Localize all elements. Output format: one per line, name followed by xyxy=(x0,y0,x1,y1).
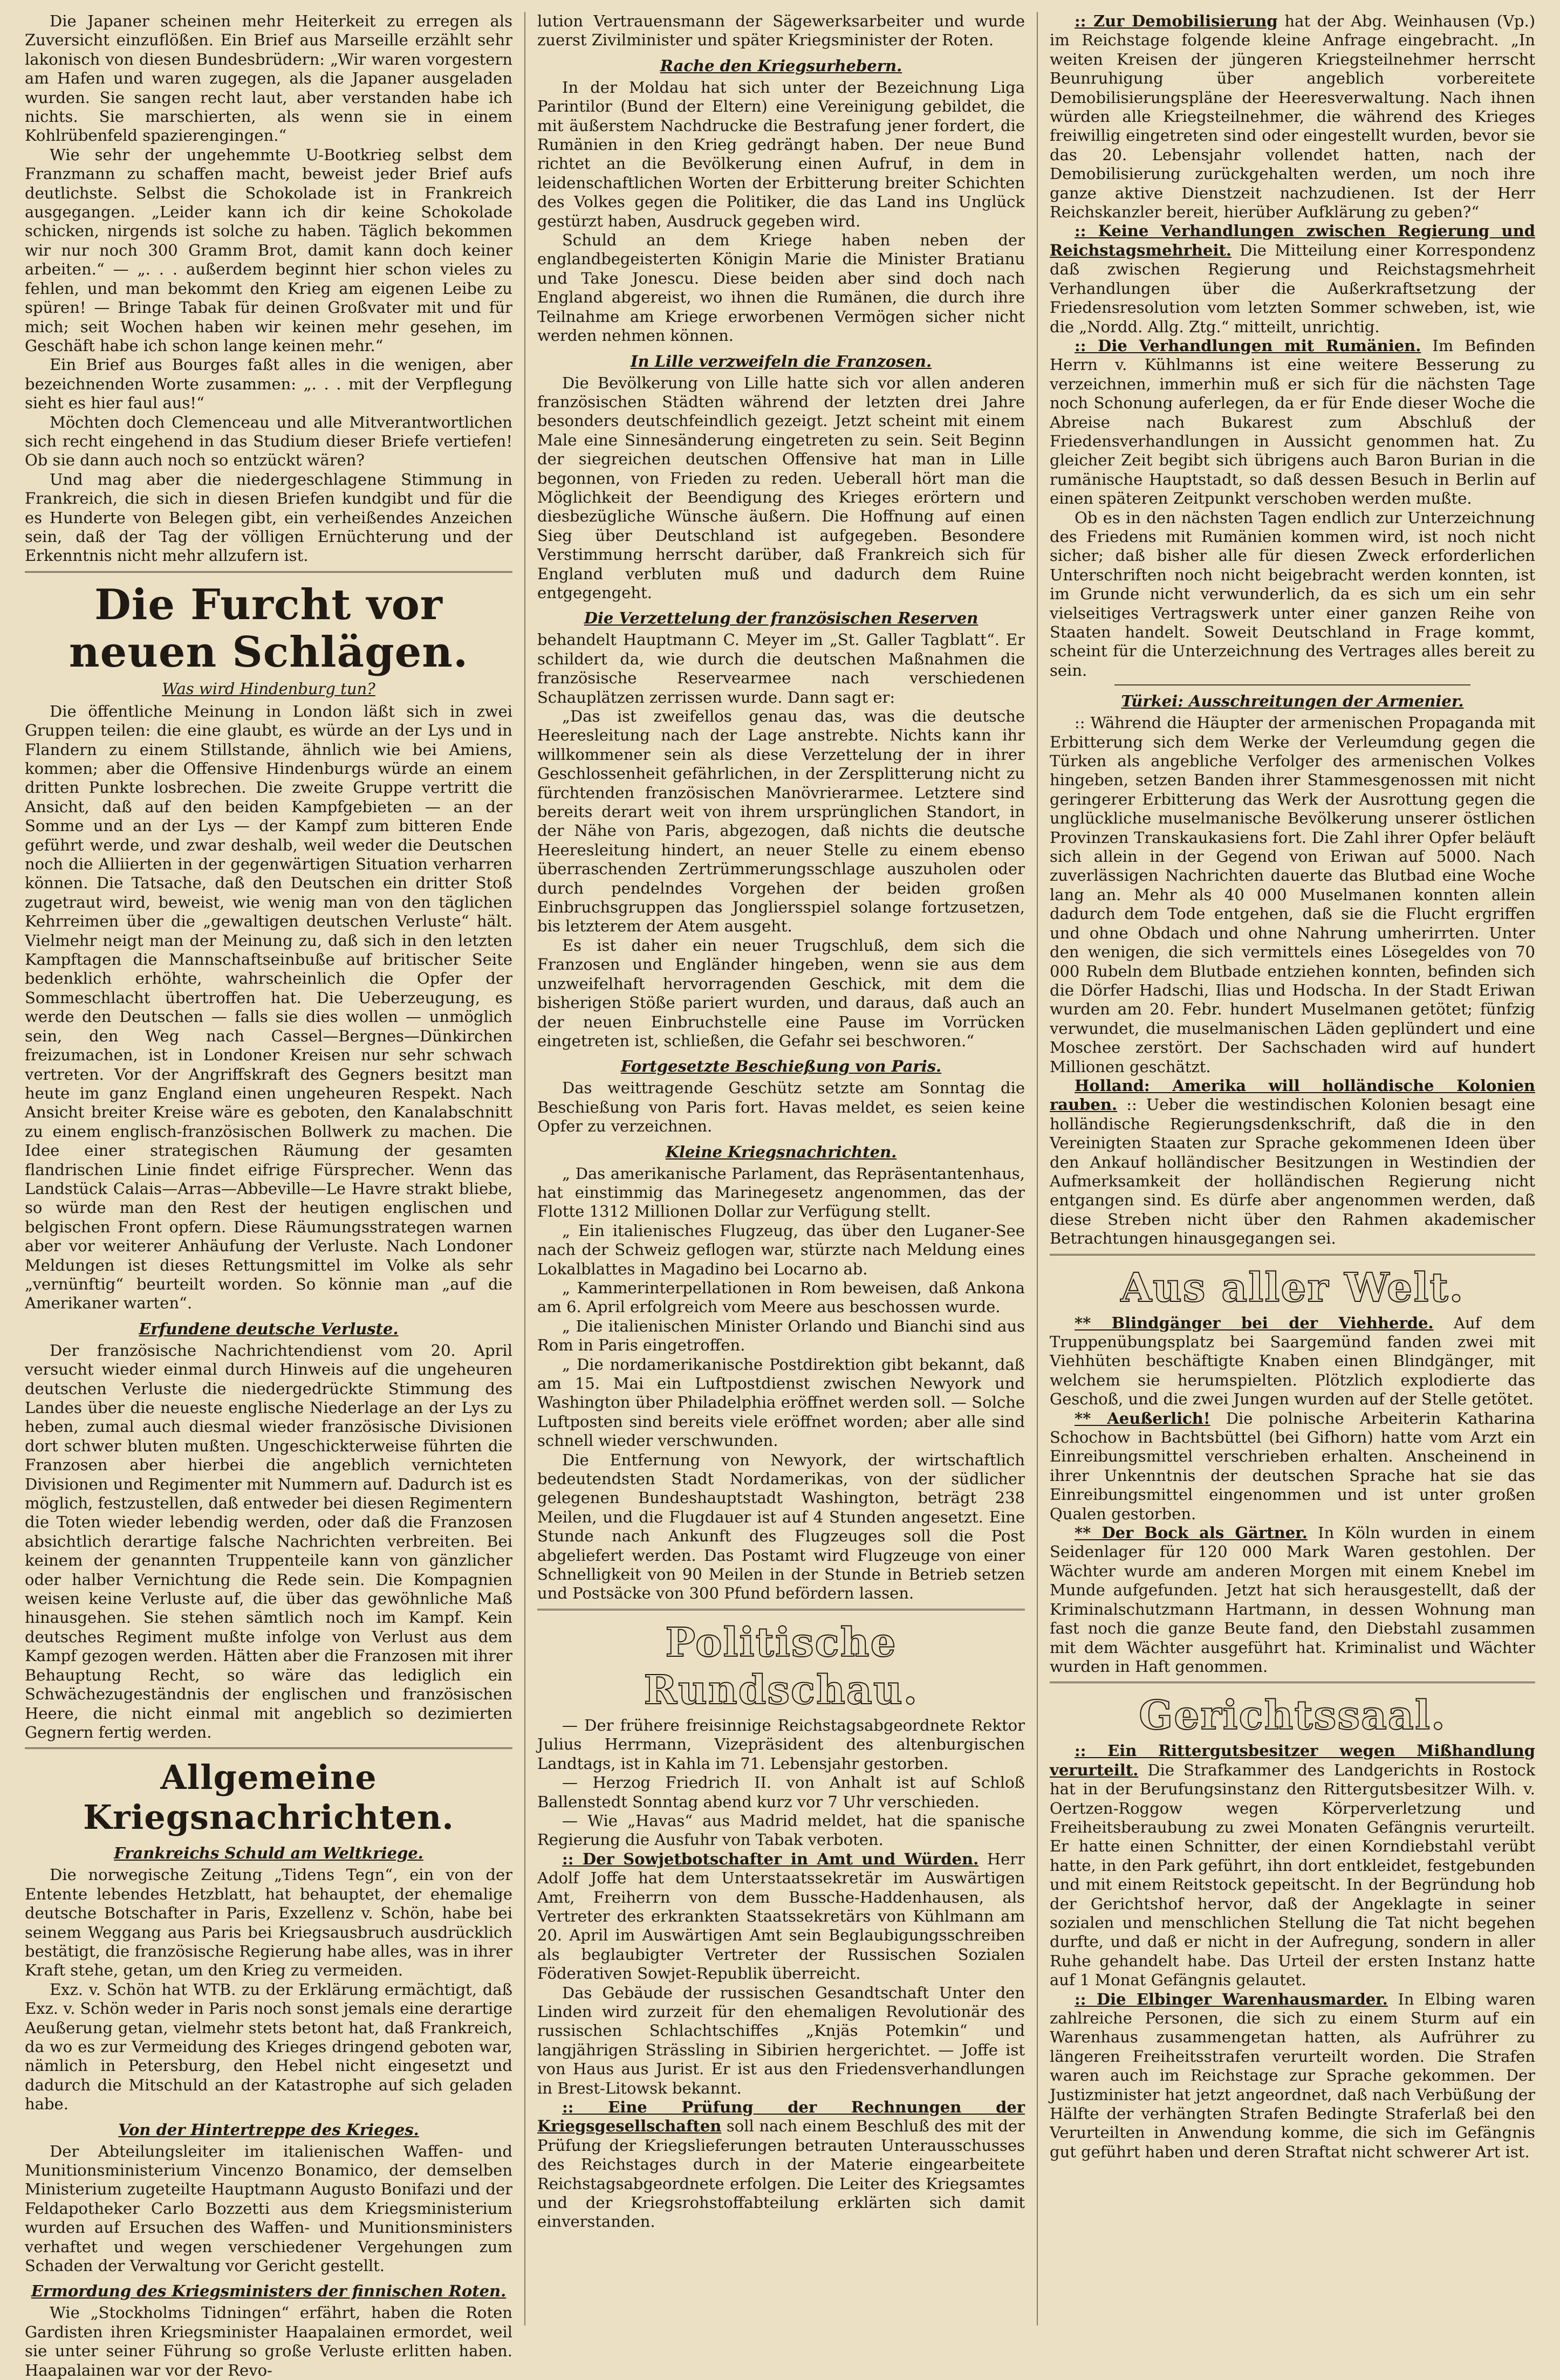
paragraph: Und mag aber die niedergeschlagene Stimmung in Frankreich, die sich in diesen Briefen kundgibt und für die es Hunderte von Belegen gibt, ein verheißendes Anzeichen sein, daß der Tag der völligen Ernüchterung und der Erkenntnis nicht mehr allzufern ist. xyxy=(25,470,512,565)
paragraph-body: Im Befinden Herrn v. Kühlmanns ist eine weitere Besserung zu verzeichnen, immerhin muß er sich für die nächsten Tage noch Schonung auferlegen, da er für Ende dieser Woche die Abreise nach Bukarest zum Abschluß der Friedensverhandlungen in Aussicht genommen hat. Zu gleicher Zeit begibt sich übrigens auch Baron Burian in die rumänische Hauptstadt, so daß dessen Besuch in Berlin auf einen späteren Zeitpunkt verschoben werden mußte. xyxy=(1050,336,1535,508)
paragraph-body: soll nach einem Beschluß des mit der Prüfung der Kriegslieferungen betrauten Unterausschusses des Reichstages durch in der Materie eingearbeitete Reichstagsabgeordnete erfolgen. Die Leiter des Kriegsamtes und der Kriegsrohstoffabteilung erklärten sich damit einverstanden. xyxy=(537,2117,1025,2231)
subheading: Die Verzettelung der französischen Reserven xyxy=(584,609,979,628)
subheading: Erfundene deutsche Verluste. xyxy=(139,1319,399,1338)
paragraph xyxy=(1050,12,1535,222)
paragraph: lution Vertrauensmann der Sägewerksarbeiter und wurde zuerst Zivilminister und später Kriegsminister der Roten. xyxy=(537,12,1025,50)
column-2 xyxy=(525,12,1038,2326)
paragraph xyxy=(1050,1741,1535,1990)
paragraph xyxy=(1050,1314,1535,1409)
paragraph xyxy=(1050,1524,1535,1676)
paragraph: „ Ein italienisches Flugzeug, das über den Luganer-See nach der Schweiz geflogen war, stürzte nach Meldung eines Lokalblattes in Magadino bei Locarno ab. xyxy=(537,1221,1025,1278)
paragraph xyxy=(537,1850,1025,1984)
paragraph-body: In Elbing waren zahlreiche Personen, die sich zu einem Sturm auf ein Warenhaus zusammengetan hatten, als Aufrührer zu längeren Freiheitsstrafen verurteilt worden. Die Strafen waren auch im Reichstage zur Sprache gekommen. Der Justizminister hat jetzt angeordnet, daß nach Verbüßung der Hälfte der verhängten Strafen Bedingte Straferlaß bei den Verurteilten in Anwendung komme, die sich im Gefängnis gut geführt haben und deren Straftat nicht schwerer Art ist. xyxy=(1050,1990,1535,2161)
headline-furcht: Die Furcht vor neuen Schlägen. xyxy=(69,580,469,677)
headline-gerichtssaal: Gerichtssaal. xyxy=(1139,1692,1446,1739)
paragraph-body: hat der Abg. Weinhausen (Vp.) im Reichstage folgende kleine Anfrage eingebracht. „In weiten Kreisen der jüngeren Kriegsteilnehmer herrscht Beunruhigung über angeblich vorbereitete Demobilisierungspläne der Heeresverwaltung. Nach ihnen würden alle Kriegsteilnehmer, die während des Krieges freiwillig eingetreten sind oder eingestellt wurden, bevor sie das 20. Lebensjahr vollendet hatten, nach der Demobilisierung zurückgehalten werden, um noch ihre ganze aktive Dienstzeit nachzudienen. Ist der Herr Reichskanzler bereit, hierüber Aufklärung zu geben?“ xyxy=(1050,12,1536,222)
subheading: Fortgesetzte Beschießung von Paris. xyxy=(620,1057,942,1076)
divider xyxy=(1114,684,1470,685)
subheading: Frankreichs Schuld am Weltkriege. xyxy=(114,1844,423,1863)
divider xyxy=(25,1747,512,1749)
divider xyxy=(537,1609,1025,1610)
paragraph-lead: :: Zur Demobilisierung xyxy=(1075,12,1278,30)
paragraph-lead: :: Eine Prüfung der Rechnungen der Kriegsgesellschaften xyxy=(537,2098,1025,2136)
paragraph: — Der frühere freisinnige Reichstagsabgeordnete Rektor Julius Herrmann, Vizepräsident des altenburgischen Landtags, ist in Kahla im 71. Lebensjahr gestorben. xyxy=(537,1716,1025,1773)
paragraph xyxy=(1050,1076,1535,1249)
paragraph-body: Die Mitteilung einer Korrespondenz daß zwischen Regierung und Reichstagsmehrheit Verhandlungen über die Außerkraftsetzung der Friedensresolution vom letzten Sommer schweben, ist, wie die „Nordd. Allg. Ztg.“ mitteilt, unrichtig. xyxy=(1050,241,1536,336)
paragraph-body: Die polnische Arbeiterin Katharina Schochow in Bachtsbüttel (bei Gifhorn) hatte vom Arzt ein Einreibungsmittel verschrieben erhalten. Anscheinend in ihrer Unkenntnis der deutschen Sprache hat sie das Einreibungsmittel eingenommen und ist unter großen Qualen gestorben. xyxy=(1050,1409,1535,1523)
headline-aus-aller-welt: Aus aller Welt. xyxy=(1120,1264,1465,1311)
subheading: Türkei: Ausschreitungen der Armenier. xyxy=(1121,692,1464,711)
headline-kriegsnachrichten: Allgemeine Kriegsnachrichten. xyxy=(83,1758,454,1837)
paragraph: Exz. v. Schön hat WTB. zu der Erklärung ermächtigt, daß Exz. v. Schön weder in Paris noch sonst jemals eine derartige Aeußerung getan, vielmehr stets betont hat, daß Frankreich, da wo es zur Vermeidung des Krieges dringend geboten war, nämlich in Petersburg, den Hebel nicht eingesetzt und dadurch die Mitschuld an der Katastrophe auf sich geladen habe. xyxy=(25,1980,512,2114)
paragraph-lead: Holland: Amerika will holländische Kolonien rauben. xyxy=(1050,1076,1535,1114)
subheading: In Lille verzweifeln die Franzosen. xyxy=(630,352,932,371)
paragraph-body: In Köln wurden in einem Seidenlager für 120 000 Mark Waren gestohlen. Der Wächter wurde am anderen Morgen mit einem Knebel im Munde aufgefunden. Jetzt hat sich herausgestellt, daß der Kriminalschutzmann Hartmann, in dessen Wohnung man fast noch die ganze Beute fand, den Diebstahl zusammen mit dem Wächter ausgeführt hat. Kriminalist und Wächter wurden in Haft genommen. xyxy=(1050,1524,1536,1676)
subheading: Kleine Kriegsnachrichten. xyxy=(665,1142,897,1161)
paragraph-lead: :: Der Sowjetbotschafter in Amt und Würden. xyxy=(562,1849,979,1868)
divider xyxy=(25,571,512,573)
subheading: Rache den Kriegsurhebern. xyxy=(660,56,902,75)
column-1 xyxy=(13,12,525,2379)
paragraph: Der französische Nachrichtendienst vom 20. April versucht wieder einmal durch Hinweis auf die ungeheuren deutschen Verluste die niedergedrückte Stimmung des Landes über die neueste englische Niederlage an der Lys zu heben, zumal auch diesmal wieder französische Divisionen dort schwer bluten mußten. Ungeschickterweise führten die Franzosen aber hierbei die angeblich vernichteten Divisionen und Regimenter mit Nummern auf. Dadurch ist es möglich, festzustellen, daß entweder bei diesen Regimentern die Toten wieder lebendig werden, oder daß die Franzosen absichtlich derartige falsche Nachrichten verbreiten. Bei keinem der genannten Truppenteile kann von gänzlicher oder halber Vernichtung die Rede sein. Die Kompagnien weisen keine Verluste auf, die über das gewöhnliche Maß hinausgehen. Sie stehen sämtlich noch im Kampf. Kein deutsches Regiment mußte infolge von Verlust aus dem Kampf gezogen werden. Hätten aber die Franzosen mit ihrer Behauptung Recht, so wäre das lediglich ein Schwächezugeständnis der englischen und französischen Heere, die nicht einmal mit angeblich so dezimierten Gegnern fertig werden. xyxy=(25,1341,512,1741)
paragraph: Wie sehr der ungehemmte U-Bootkrieg selbst dem Franzmann zu schaffen macht, beweist jeder Brief aufs deutlichste. Selbst die Schokolade ist in Frankreich ausgegangen. „Leider kann ich dir keine Schokolade schicken, nirgends ist solche zu haben. Täglich bekommen wir nur noch 300 Gramm Brot, damit kann doch keiner arbeiten.“ — „. . . außerdem beginnt hier schon vieles zu fehlen, und man bekommt den Krieg am eigenen Leibe zu spüren! — Bringe Tabak für deinen Großvater mit und für mich; seit Wochen haben wir keinen mehr gesehen, im Geschäft habe ich schon lange keinen mehr.“ xyxy=(25,145,512,355)
paragraph: Ob es in den nächsten Tagen endlich zur Unterzeichnung des Friedens mit Rumänien kommen wird, ist noch nicht sicher; daß bisher alle für diesen Zweck erforderlichen Unterschriften noch nicht beigebracht werden konnten, ist im Grunde nicht verwunderlich, da es sich um ein sehr vielseitiges Vertragswerk unter einer ganzen Reihe von Staaten handelt. Soweit Deutschland in Frage kommt, scheint für die Unterzeichnung des Vertrages alles bereit zu sein. xyxy=(1050,508,1535,680)
divider xyxy=(1050,1254,1535,1256)
subheading: Von der Hintertreppe des Krieges. xyxy=(118,2120,419,2139)
subheading: Ermordung des Kriegsministers der finnischen Roten. xyxy=(31,2282,507,2301)
paragraph xyxy=(1050,222,1535,336)
paragraph: Die Bevölkerung von Lille hatte sich vor allen anderen französischen Städten während der letzten drei Jahre besonders deutschfeindlich gezeigt. Jetzt scheint mit einem Male eine Sinnesänderung eingetreten zu sein. Seit Beginn der siegreichen deutschen Offensive hat man in Lille begonnen, von Frieden zu reden. Ueberall hört man die Möglichkeit der Beendigung des Krieges erörtern und diesbezügliche Wünsche äußern. Die Hoffnung auf einen Sieg über Deutschland ist aufgegeben. Besondere Verstimmung herrscht darüber, daß Frankreich sich für England verbluten muß und dadurch dem Ruine entgegengeht. xyxy=(537,373,1025,602)
paragraph: Die öffentliche Meinung in London läßt sich in zwei Gruppen teilen: die eine glaubt, es würde an der Lys und in Flandern zu einem Stillstande, ähnlich wie bei Amiens, kommen; aber die Offensive Hindenburgs würde an einem dritten Punkte losbrechen. Die zweite Gruppe vertritt die Ansicht, daß auf den beiden Kampfgebieten — an der Somme und an der Lys — der Kampf zum bitteren Ende geführt werde, und zwar deshalb, weil weder die Deutschen noch die Alliierten in der gegenwärtigen Situation verharren können. Die Tatsache, daß den Deutschen ein dritter Stoß zugetraut wird, beweist, wie wenig man von den täglichen Kehrreimen über die „gewaltigen deutschen Verluste“ hält. Vielmehr neigt man der Meinung zu, daß sich in den letzten Kampftagen die Mannschaftseinbuße auf britischer Seite bedenklich erhöhte, wahrscheinlich die Opfer der Sommeschlacht übertroffen hat. Die Ueberzeugung, es werde den Deutschen — falls sie dies wollen — unmöglich sein, den Weg nach Cassel—Bergnes—Dünkirchen freizumachen, ist in Londoner Kreisen nur sehr schwach vertreten. Vor der Angriffskraft des Gegners besitzt man heute im ganz England einen ungeheuren Respekt. Nach Ansicht breiter Kreise wäre es geboten, den Kanalabschnitt zu einem englisch-französischen Bollwerk zu machen. Die Idee einer strategischen Räumung der gesamten flandrischen Linie findet eifrige Fürsprecher. Wenn das Landstück Calais—Arras—Abbeville—Le Havre strakt bliebe, so würde man den Rest der heutigen englischen und belgischen Front opfern. Diese Räumungsstrategen warnen aber vor weiterer Anhäufung der Verluste. Nach Londoner Meldungen ist dieses Rettungsmittel im Volke als sehr „vernünftig“ beurteilt worden. So könnie man „auf die Amerikaner warten“. xyxy=(25,702,512,1313)
paragraph-lead: :: Die Elbinger Warenhausmarder. xyxy=(1075,1990,1388,2008)
paragraph: Das Gebäude der russischen Gesandtschaft Unter den Linden wird zurzeit für den ehemaligen Revolutionär des russischen Schlachtschiffes „Knjäs Potemkin“ und langjährigen Strässling in Sibirien hergerichtet. — Joffe ist von Haus aus Jurist. Er ist aus den Friedensverhandlungen in Brest-Litowsk bekannt. xyxy=(537,1983,1025,2097)
paragraph xyxy=(1050,1990,1535,2162)
paragraph: Wie „Stockholms Tidningen“ erfährt, haben die Roten Gardisten ihren Kriegsminister Haapalainen ermordet, weil sie unter seiner Führung so große Verluste erlitten haben. Haapalainen war vor der Revo- xyxy=(25,2303,512,2379)
paragraph xyxy=(537,2098,1025,2232)
paragraph: Möchten doch Clemenceau und alle Mitverantwortlichen sich recht eingehend in das Studium dieser Briefe vertiefen! Ob sie dann auch noch so entzückt wären? xyxy=(25,413,512,470)
paragraph: Die Entfernung von Newyork, der wirtschaftlich bedeutendsten Stadt Nordamerikas, von der südlicher gelegenen Bundeshauptstadt Washington, beträgt 238 Meilen, und die Flugdauer ist auf 4 Stunden angesetzt. Eine Stunde nach Ankunft des Flugzeuges soll die Post abgeliefert werden. Das Postamt wird Flugzeuge von einer Schnelligkeit von 90 Meilen in der Stunde in Betrieb setzen und Postsäcke von 300 Pfund befördern lassen. xyxy=(537,1450,1025,1603)
paragraph: „ Kammerinterpellationen in Rom beweisen, daß Ankona am 6. April erfolgreich vom Meere aus beschossen wurde. xyxy=(537,1278,1025,1316)
divider xyxy=(1050,1682,1535,1683)
paragraph-body: Auf dem Truppenübungsplatz bei Saargemünd fanden zwei mit Viehhüten beschäftigte Knaben einen Blindgänger, mit welchem sie herumspielten. Plötzlich explodierte das Geschoß, und die zwei Jungen wurden auf der Stelle getötet. xyxy=(1050,1313,1536,1409)
paragraph-lead: :: Ein Rittergutsbesitzer wegen Mißhandlung verurteilt. xyxy=(1050,1741,1535,1779)
headline-kicker: Was wird Hindenburg tun? xyxy=(162,679,375,698)
paragraph: „ Die nordamerikanische Postdirektion gibt bekannt, daß am 15. Mai ein Luftpostdienst zwischen Newyork und Washington über Philadelphia eröffnet werden soll. — Solche Luftposten sind bereits viele eröffnet worden; aber alle sind schnell wieder verschwunden. xyxy=(537,1355,1025,1450)
paragraph: Der Abteilungsleiter im italienischen Waffen- und Munitionsministerium Vincenzo Bonamico, der demselben Ministerium zugeteilte Hauptmann Augusto Bonifazi und der Feldapotheker Carlo Bozzetti aus dem Kriegsministerium wurden auf Ersuchen des Waffen- und Munitionsministers verhaftet und wegen verschiedener Vergehungen zum Schaden der Verwaltung vor Gericht gestellt. xyxy=(25,2142,512,2275)
paragraph-lead: ** Blindgänger bei der Viehherde. xyxy=(1075,1313,1434,1332)
paragraph: — Herzog Friedrich II. von Anhalt ist auf Schloß Ballenstedt Sonntag abend kurz vor 7 Uhr verschieden. xyxy=(537,1773,1025,1811)
paragraph-body: Die Strafkammer des Landgerichts in Rostock hat in der Berufungsinstanz den Rittergutsbesitzer Wilh. v. Oertzen-Roggow wegen Körperverletzung und Freiheitsberaubung zu zwei Monaten Gefängnis verurteilt. Er hatte einen Schnitter, der einen Korndiebstahl verübt hatte, in den Park geführt, ihn dort entkleidet, festgebunden und mit einem Reitstock gepeitscht. In der Begründung hob der Gerichtshof hervor, daß der Angeklagte in seiner sozialen und menschlichen Stellung die Tat nicht begehen durfte, und daß er nicht in der Aufregung, sondern in aller Ruhe gehandelt habe. Das Urteil der ersten Instanz hatte auf 1 Monat Gefängnis gelautet. xyxy=(1050,1760,1536,1990)
paragraph: In der Moldau hat sich unter der Bezeichnung Liga Parintilor (Bund der Eltern) eine Vereinigung gebildet, die mit äußerstem Nachdrucke die Bestrafung jener fordert, die Rumänien in den Krieg gedrängt haben. Der neue Bund richtet an die Bevölkerung einen Aufruf, in dem in leidenschaftlichen Worten der Erbitterung breiter Schichten des Volkes gegen die Politiker, die das Land ins Unglück gestürzt haben, Ausdruck gegeben wird. xyxy=(537,78,1025,230)
paragraph: Das weittragende Geschütz setzte am Sonntag die Beschießung von Paris fort. Havas meldet, es seien keine Opfer zu verzeichnen. xyxy=(537,1079,1025,1136)
paragraph-lead: :: Keine Verhandlungen zwischen Regierung und Reichstagsmehrheit. xyxy=(1050,222,1535,259)
paragraph-body: :: Ueber die westindischen Kolonien besagt eine holländische Regierungsdenkschrift, daß die in den Vereinigten Staaten zur Sprache gekommenen Ideen über den Ankauf holländischer Besitzungen in Westindien der Aufmerksamkeit der holländischen Regierung nicht entgangen sind. Es dürfe aber angenommen werden, daß diese Streben nicht über den Rahmen akademischer Betrachtungen hinausgegangen sei. xyxy=(1050,1095,1535,1248)
paragraph: „Das ist zweifellos genau das, was die deutsche Heeresleitung nach der Lage anstrebte. Nichts kann ihr willkommener sein als diese Verzettelung der in ihrer Geschlossenheit gefährlichen, in der Zersplitterung nicht zu fürchtenden französischen Manövrierarmee. Letztere sind bereits derart weit von ihrem ursprünglichen Standort, in der Nähe von Paris, abgezogen, daß nichts die deutsche Heeresleitung hindert, an neuer Stelle zu einem ebenso überraschenden Zertrümmerungsschlage auszuholen oder durch pendelndes Vorgehen der beiden großen Einbruchsgruppen das Jongliersspiel solange fortzusetzen, bis letzterem der Atem ausgeht. xyxy=(537,707,1025,936)
paragraph: Es ist daher ein neuer Trugschluß, dem sich die Franzosen und Engländer hingeben, wenn sie aus dem unzweifelhaft hervorragenden Geschick, mit dem die bisherigen Stöße pariert wurden, und daraus, daß auch an der neuen Einbruchstelle eine Pause im Vorrücken eingetreten ist, schließen, die Gefahr sei beschworen.“ xyxy=(537,936,1025,1050)
column-3 xyxy=(1038,12,1547,2326)
paragraph: „ Das amerikanische Parlament, das Repräsentantenhaus, hat einstimmig das Marinegesetz angenommen, das der Flotte 1312 Millionen Dollar zur Verfügung stellt. xyxy=(537,1164,1025,1221)
paragraph: „ Die italienischen Minister Orlando und Bianchi sind aus Rom in Paris eingetroffen. xyxy=(537,1316,1025,1355)
paragraph-lead: ** Aeußerlich! xyxy=(1075,1409,1210,1428)
paragraph: — Wie „Havas“ aus Madrid meldet, hat die spanische Regierung die Ausfuhr von Tabak verboten. xyxy=(537,1811,1025,1849)
paragraph-body: Herr Adolf Joffe hat dem Unterstaatssekretär im Auswärtigen Amt, Freiherrn von dem Bussche-Haddenhausen, als Vertreter des erkrankten Staatssekretärs von Kühlmann am 20. April im Auswärtigen Amt sein Beglaubigungsschreiben als beglaubigter Vertreter der Russischen Sozialen Föderativen Sowjet-Republik überreicht. xyxy=(537,1849,1025,1983)
paragraph: Die Japaner scheinen mehr Heiterkeit zu erregen als Zuversicht einzuflößen. Ein Brief aus Marseille erzählt sehr lakonisch von diesen Bundesbrüdern: „Wir waren vorgestern am Hafen und waren zugegen, als die Japaner ausgeladen wurden. Sie sangen recht laut, aber verstanden habe ich nichts. Sie marschierten, als wenn sie in einem Kohlrübenfeld spazierengingen.“ xyxy=(25,12,512,145)
paragraph-lead: :: Die Verhandlungen mit Rumänien. xyxy=(1075,336,1421,355)
paragraph: :: Während die Häupter der armenischen Propaganda mit Erbitterung sich dem Werke der Verleumdung gegen die Türken als angebliche Verfolger des armenischen Volkes hingeben, setzen Banden ihrer Stammesgenossen mit nicht geringerer Erbitterung das Werk der Ausrottung gegen die unglückliche muselmanische Bevölkerung unserer östlichen Provinzen Transkaukasiens fort. Die Zahl ihrer Opfer beläuft sich allein in der Gegend von Eriwan auf 5000. Nach zuverlässigen Nachrichten dauerte das Blutbad eine Woche lang an. Mehr als 40 000 Muselmanen konnten allein dadurch dem Tode entgehen, daß sie die Flucht ergriffen und ohne Obdach und ohne Nahrung umherirrten. Unter den wenigen, die sich vermittels eines Lösegeldes von 70 000 Rubeln dem Blutbade entziehen konnten, befinden sich die Dörfer Hadschi, Ilias und Hodscha. In der Stadt Eriwan wurden am 20. Febr. hundert Muselmanen getötet; fünfzig verwundet, die muselmanischen Läden geplündert und eine Moschee zerstört. Der Sachschaden wird auf hundert Millionen geschätzt. xyxy=(1050,714,1535,1076)
paragraph xyxy=(1050,337,1535,509)
paragraph: Die norwegische Zeitung „Tidens Tegn“, ein von der Entente lebendes Hetzblatt, hat behauptet, der ehemalige deutsche Botschafter in Paris, Exzellenz v. Schön, habe bei seinem Weggang aus Paris bei Kriegsausbruch ausdrücklich bestätigt, die französische Regierung habe alles, was in ihrer Kraft stehe, getan, um den Krieg zu vermeiden. xyxy=(25,1865,512,1980)
paragraph xyxy=(1050,1409,1535,1524)
headline-rundschau: Politische Rundschau. xyxy=(644,1619,919,1713)
paragraph: behandelt Hauptmann C. Meyer im „St. Galler Tagblatt“. Er schildert da, wie durch die deutschen Maßnahmen die französische Reservearmee nach verschiedenen Schauplätzen zerrissen wurde. Dann sagt er: xyxy=(537,630,1025,707)
paragraph-lead: ** Der Bock als Gärtner. xyxy=(1075,1524,1308,1542)
paragraph: Ein Brief aus Bourges faßt alles in die wenigen, aber bezeichnenden Worte zusammen: „. . . mit der Verpflegung sieht es hier faul aus!“ xyxy=(25,355,512,413)
paragraph: Schuld an dem Kriege haben neben der englandbegeisterten Königin Marie die Minister Bratianu und Take Jonescu. Diese beiden aber sind doch nach England abgereist, wo ihnen die Rumänen, die durch ihre Teilnahme am Kriege erworbenen Vermögen sicher nicht werden nehmen können. xyxy=(537,231,1025,345)
